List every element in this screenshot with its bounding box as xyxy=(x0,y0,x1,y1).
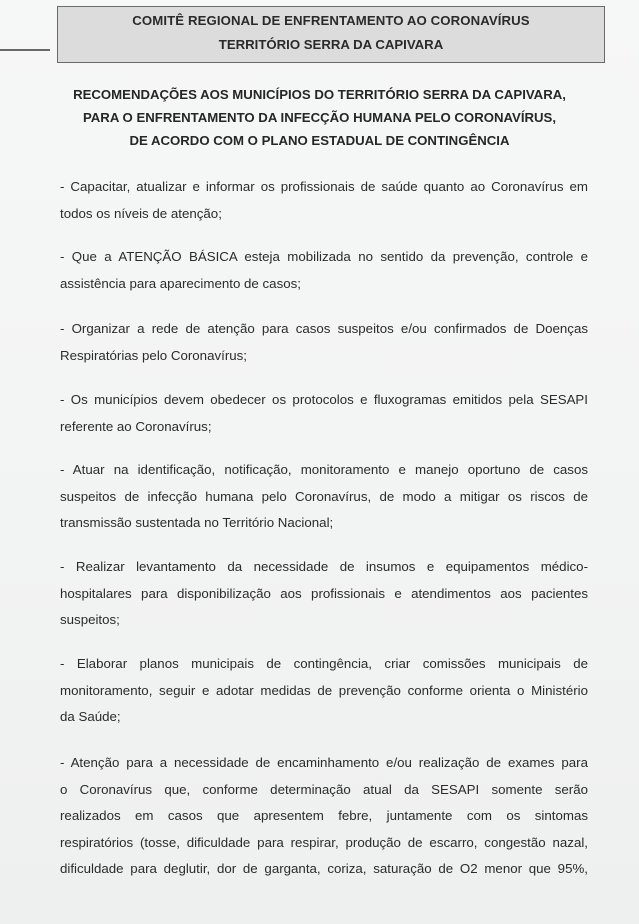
recommendation-line: - Elaborar planos municipais de contingência, criar comissões municipais de xyxy=(60,656,588,671)
recommendation-item xyxy=(60,244,588,297)
document-title xyxy=(40,83,599,152)
title-line-1: RECOMENDAÇÕES AOS MUNICÍPIOS DO TERRITÓRIO SERRA DA CAPIVARA, xyxy=(73,87,566,102)
recommendation-item xyxy=(60,750,588,883)
recommendation-item xyxy=(60,174,588,227)
title-line-2: PARA O ENFRENTAMENTO DA INFECÇÃO HUMANA PELO CORONAVÍRUS, xyxy=(82,110,557,125)
recommendation-line: realizados em casos que apresentem febre, juntamente com os sintomas xyxy=(60,808,588,823)
header-line-2: TERRITÓRIO SERRA DA CAPIVARA xyxy=(218,37,444,52)
recommendation-line: referente ao Coronavírus; xyxy=(60,418,212,434)
recommendation-line: suspeitos de infecção humana pelo Coronavírus, de modo a mitigar os riscos de xyxy=(60,488,588,504)
margin-line xyxy=(0,49,50,51)
recommendation-line: suspeitos; xyxy=(60,612,120,627)
recommendation-line: - Que a ATENÇÃO BÁSICA esteja mobilizada no sentido da prevenção, controle e xyxy=(60,249,588,264)
recommendation-item xyxy=(60,387,588,440)
recommendation-line: dificuldade para deglutir, dor de garganta, coriza, saturação de O2 menor que 95%, xyxy=(60,861,588,876)
recommendation-item xyxy=(60,457,588,537)
header-box xyxy=(57,6,605,63)
recommendation-item xyxy=(60,316,588,369)
recommendation-line: todos os níveis de atenção; xyxy=(60,205,222,221)
recommendation-line: Respiratórias pelo Coronavírus; xyxy=(60,347,247,363)
title-line-3: DE ACORDO COM O PLANO ESTADUAL DE CONTINGÊNCIA xyxy=(129,133,510,148)
recommendation-line: - Atuar na identificação, notificação, monitoramento e manejo oportuno de casos xyxy=(60,462,588,477)
recommendation-line: monitoramento, seguir e adotar medidas de prevenção conforme orienta o Ministério xyxy=(60,682,588,698)
recommendation-line: assistência para aparecimento de casos; xyxy=(60,275,301,291)
recommendation-item xyxy=(60,651,588,731)
recommendation-line: - Organizar a rede de atenção para casos suspeitos e/ou confirmados de Doenças xyxy=(60,321,588,336)
recommendation-line: o Coronavírus que, conforme determinação atual da SESAPI somente serão xyxy=(60,781,588,797)
recommendation-line: - Realizar levantamento da necessidade de insumos e equipamentos médico- xyxy=(60,559,588,574)
header-line-1: COMITÊ REGIONAL DE ENFRENTAMENTO AO CORONAVÍRUS xyxy=(132,13,530,28)
recommendation-line: respiratórios (tosse, dificuldade para respirar, produção de escarro, congestão nazal, xyxy=(60,834,588,850)
recommendation-line: transmissão sustentada no Território Nacional; xyxy=(60,515,334,530)
recommendation-item xyxy=(60,554,588,634)
recommendation-line: hospitalares para disponibilização aos profissionais e atendimentos aos pacientes xyxy=(60,585,588,601)
recommendation-line: - Os municípios devem obedecer os protocolos e fluxogramas emitidos pela SESAPI xyxy=(60,392,588,407)
recommendation-line: da Saúde; xyxy=(60,709,121,724)
recommendation-line: - Atenção para a necessidade de encaminhamento e/ou realização de exames para xyxy=(60,755,588,770)
recommendation-line: - Capacitar, atualizar e informar os profissionais de saúde quanto ao Coronavírus em xyxy=(60,179,588,194)
